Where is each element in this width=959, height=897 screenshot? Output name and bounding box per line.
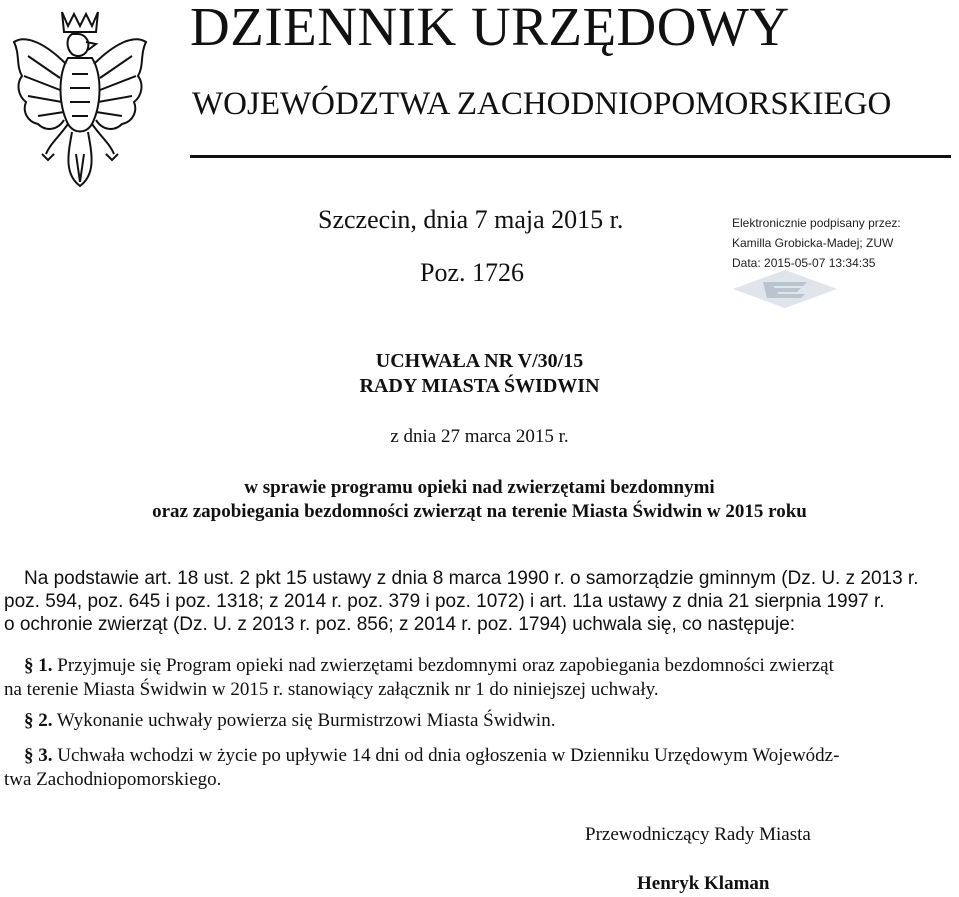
publication-date: Szczecin, dnia 7 maja 2015 r. [318, 205, 624, 234]
resolution-subject-line1: w sprawie programu opieki nad zwierzętami bezdomnymi [244, 477, 715, 498]
journal-title: DZIENNIK URZĘDOWY [190, 0, 790, 57]
paragraph-1-number: § 1. [24, 655, 53, 676]
paragraph-1 [24, 655, 959, 677]
signature-date: Data: 2015-05-07 13:34:35 [732, 256, 876, 270]
paragraph-1-continuation: na terenie Miasta Świdwin w 2015 r. stanowiący załącznik nr 1 do niniejszej uchwały. [4, 679, 659, 700]
signatory-title: Przewodniczący Rady Miasta [585, 824, 811, 845]
signatory-name: Henryk Klaman [637, 873, 770, 894]
resolution-date: z dnia 27 marca 2015 r. [390, 426, 569, 447]
paragraph-2-number: § 2. [24, 710, 53, 731]
paragraph-2 [24, 710, 959, 732]
paragraph-3-text: Uchwała wchodzi w życie po upływie 14 dni od dnia ogłoszenia w Dzienniku Urzędowym Wojewódz- [52, 745, 840, 766]
signature-signer: Kamilla Grobicka-Madej; ZUW [732, 236, 894, 250]
journal-subtitle: WOJEWÓDZTWA ZACHODNIOPOMORSKIEGO [192, 86, 892, 122]
publication-position: Poz. 1726 [420, 258, 524, 287]
signature-label: Elektronicznie podpisany przez: [732, 216, 901, 230]
paragraph-1-text: Przyjmuje się Program opieki nad zwierzętami bezdomnymi oraz zapobiegania bezdomności zwierząt [52, 655, 834, 676]
resolution-title: UCHWAŁA NR V/30/15 [375, 350, 584, 372]
paragraph-2-text: Wykonanie uchwały powierza się Burmistrzowi Miasta Świdwin. [52, 710, 556, 731]
preamble-line2: poz. 594, poz. 645 i poz. 1318; z 2014 r. poz. 379 i poz. 1072) i art. 11a ustawy z dnia 21 sierpnia 1997 r. [4, 591, 885, 612]
paragraph-3-number: § 3. [24, 745, 53, 766]
electronic-signature [732, 213, 901, 273]
paragraph-3 [24, 745, 959, 767]
resolution-council: RADY MIASTA ŚWIDWIN [359, 375, 600, 397]
header-divider [190, 155, 951, 158]
polish-eagle-icon [6, 4, 154, 190]
e-signature-logo-icon [733, 270, 837, 308]
preamble-line3: o ochronie zwierząt (Dz. U. z 2013 r. poz. 856; z 2014 r. poz. 1794) uchwala się, co następuje: [4, 614, 796, 635]
paragraph-3-continuation: twa Zachodniopomorskiego. [4, 769, 222, 790]
resolution-subject-line2: oraz zapobiegania bezdomności zwierząt na terenie Miasta Świdwin w 2015 roku [152, 501, 807, 522]
preamble-line1: Na podstawie art. 18 ust. 2 pkt 15 ustawy z dnia 8 marca 1990 r. o samorządzie gminnym (Dz. U. z 2013 r. [24, 568, 919, 589]
